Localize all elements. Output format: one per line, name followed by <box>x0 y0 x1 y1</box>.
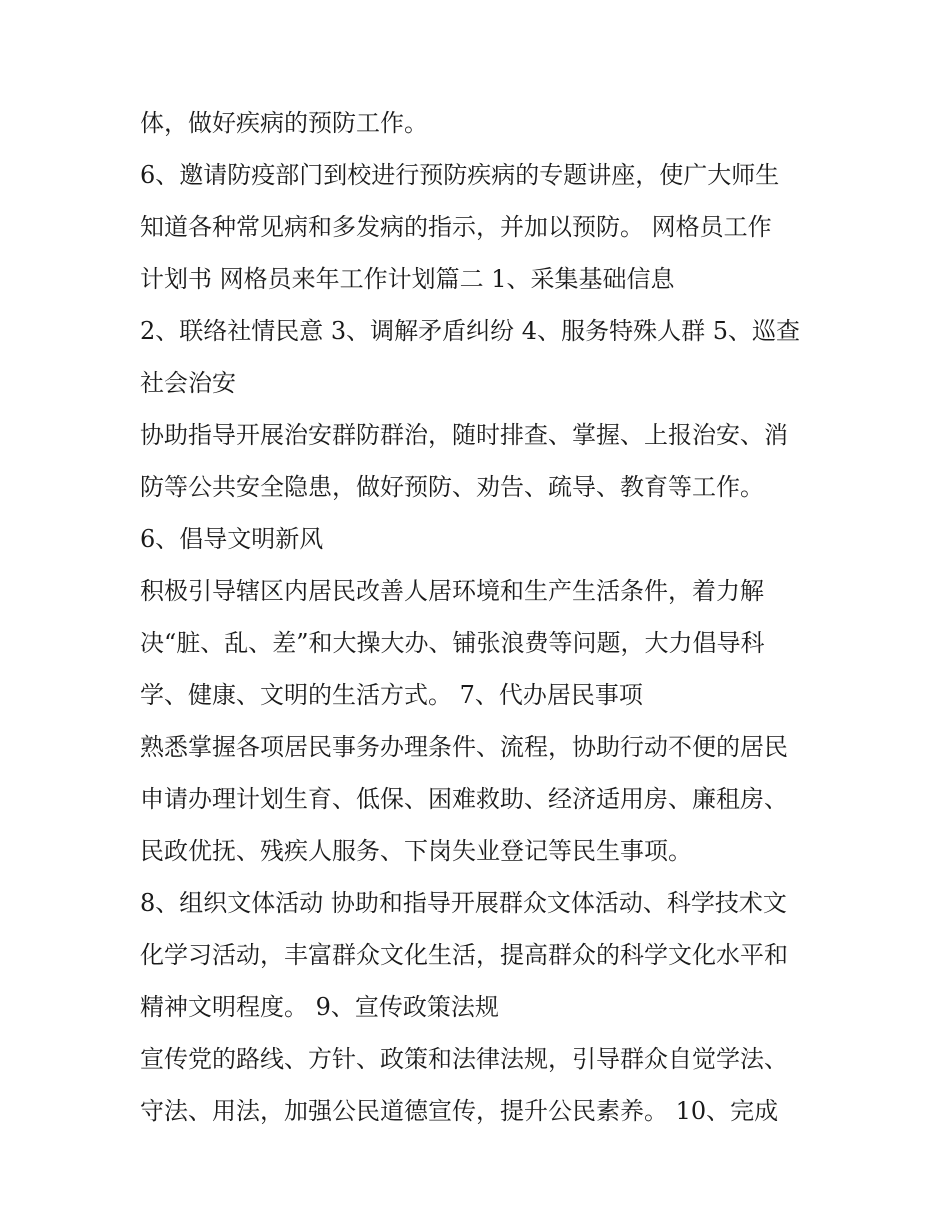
text-line-13: 熟悉掌握各项居民事务办理条件、流程，协助行动不便的居民 <box>140 733 788 761</box>
text-line-19: 宣传党的路线、方针、政策和法律法规，引导群众自觉学法、 <box>140 1045 788 1073</box>
text-line-2: 6、邀请防疫部门到校进行预防疾病的专题讲座，使广大师生 <box>140 161 780 189</box>
text-line-14: 申请办理计划生育、低保、困难救助、经济适用房、廉租房、 <box>140 785 788 813</box>
text-line-7: 协助指导开展治安群防群治，随时排查、掌握、上报治安、消 <box>140 421 788 449</box>
text-line-15: 民政优抚、残疾人服务、下岗失业登记等民生事项。 <box>140 837 692 865</box>
text-line-20: 守法、用法，加强公民道德宣传，提升公民素养。 10、完成 <box>140 1097 779 1125</box>
text-line-17: 化学习活动，丰富群众文化生活，提高群众的科学文化水平和 <box>140 941 788 969</box>
text-line-6: 社会治安 <box>140 369 236 397</box>
text-line-8: 防等公共安全隐患，做好预防、劝告、疏导、教育等工作。 <box>140 473 764 501</box>
document-body <box>140 106 840 1128</box>
text-line-16: 8、组织文体活动 协助和指导开展群众文体活动、科学技术文 <box>140 889 787 917</box>
text-line-4: 计划书 网格员来年工作计划篇二 1、采集基础信息 <box>140 265 675 293</box>
text-line-9: 6、倡导文明新风 <box>140 525 324 553</box>
text-line-10: 积极引导辖区内居民改善人居环境和生产生活条件，着力解 <box>140 577 764 605</box>
text-line-18: 精神文明程度。 9、宣传政策法规 <box>140 993 499 1021</box>
text-line-5: 2、联络社情民意 3、调解矛盾纠纷 4、服务特殊人群 5、巡查 <box>140 317 800 345</box>
text-line-1: 体，做好疾病的预防工作。 <box>140 109 428 137</box>
text-line-3: 知道各种常见病和多发病的指示，并加以预防。 网格员工作 <box>140 213 772 241</box>
text-line-11: 决“脏、乱、差”和大操大办、铺张浪费等问题，大力倡导科 <box>140 629 765 657</box>
text-line-12: 学、健康、文明的生活方式。 7、代办居民事项 <box>140 681 643 709</box>
